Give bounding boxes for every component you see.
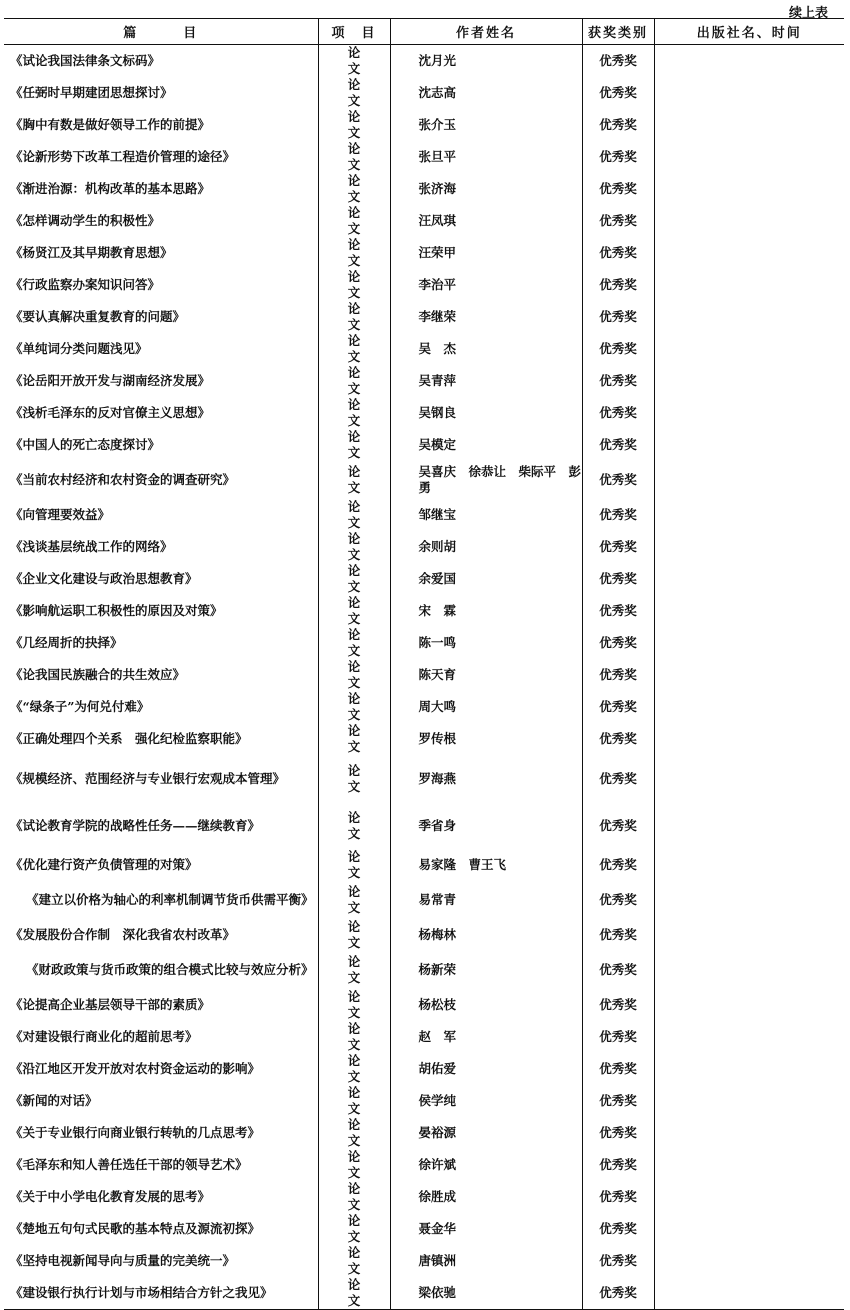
cell-author: 余则胡 — [390, 531, 582, 563]
cell-award: 优秀奖 — [582, 499, 654, 531]
cell-type: 论 文 — [318, 499, 390, 531]
table-row — [4, 1021, 844, 1053]
cell-author: 李继荣 — [390, 301, 582, 333]
cell-author: 吴模定 — [390, 429, 582, 461]
cell-award: 优秀奖 — [582, 627, 654, 659]
table-row — [4, 301, 844, 333]
table-row — [4, 499, 844, 531]
cell-type: 论 文 — [318, 461, 390, 499]
cell-title: 《优化建行资产负债管理的对策》 — [10, 857, 198, 872]
cell-award: 优秀奖 — [582, 1213, 654, 1245]
cell-award: 优秀奖 — [582, 691, 654, 723]
cell-type: 论 文 — [318, 1181, 390, 1213]
cell-title: 《毛泽东和知人善任选任干部的领导艺术》 — [10, 1157, 248, 1172]
table-row — [4, 1181, 844, 1213]
cell-pub — [654, 723, 844, 755]
table-row — [4, 141, 844, 173]
cell-author: 杨梅林 — [390, 919, 582, 951]
cell-author: 徐许斌 — [390, 1149, 582, 1181]
cell-title: 《楚地五句句式民歌的基本特点及源流初探》 — [10, 1221, 261, 1236]
cell-type: 论 文 — [318, 429, 390, 461]
cell-author: 罗传根 — [390, 723, 582, 755]
cell-award: 优秀奖 — [582, 1053, 654, 1085]
awards-table — [4, 18, 844, 1310]
cell-title: 《当前农村经济和农村资金的调查研究》 — [10, 472, 236, 487]
table-row — [4, 429, 844, 461]
cell-type: 论 文 — [318, 1021, 390, 1053]
cell-title: 《关于中小学电化教育发展的思考》 — [10, 1189, 211, 1204]
table-row — [4, 45, 844, 78]
cell-author: 梁依驰 — [390, 1277, 582, 1310]
cell-title: 《要认真解决重复教育的问题》 — [10, 309, 186, 324]
header-type: 项 目 — [318, 19, 390, 45]
cell-type: 论 文 — [318, 1213, 390, 1245]
cell-title: 《财政政策与货币政策的组合模式比较与效应分析》 — [26, 962, 314, 977]
cell-award: 优秀奖 — [582, 1117, 654, 1149]
table-row — [4, 919, 844, 951]
table-row — [4, 397, 844, 429]
cell-type: 论 文 — [318, 755, 390, 802]
header-title: 篇 目 — [4, 19, 318, 45]
cell-type: 论 文 — [318, 1149, 390, 1181]
table-row — [4, 77, 844, 109]
table-body — [4, 45, 844, 1310]
cell-type: 论 文 — [318, 919, 390, 951]
cell-award: 优秀奖 — [582, 1149, 654, 1181]
cell-pub — [654, 1149, 844, 1181]
cell-pub — [654, 755, 844, 802]
cell-title: 《“绿条子”为何兑付难》 — [10, 699, 150, 714]
cell-pub — [654, 461, 844, 499]
table-row — [4, 627, 844, 659]
cell-author: 邹继宝 — [390, 499, 582, 531]
cell-pub — [654, 365, 844, 397]
cell-author: 陈天育 — [390, 659, 582, 691]
cell-author: 杨松枝 — [390, 989, 582, 1021]
cell-award: 优秀奖 — [582, 301, 654, 333]
cell-type: 论 文 — [318, 205, 390, 237]
cell-title: 《单纯词分类问题浅见》 — [10, 341, 148, 356]
cell-pub — [654, 951, 844, 989]
cell-author: 周大鸣 — [390, 691, 582, 723]
cell-title: 《试论教育学院的战略性任务——继续教育》 — [10, 817, 261, 833]
cell-award: 优秀奖 — [582, 531, 654, 563]
table-row — [4, 951, 844, 989]
cell-title: 《浅析毛泽东的反对官僚主义思想》 — [10, 405, 211, 420]
cell-author: 罗海燕 — [390, 755, 582, 802]
cell-type: 论 文 — [318, 691, 390, 723]
cell-author: 沈志高 — [390, 77, 582, 109]
cell-type: 论 文 — [318, 881, 390, 919]
table-row — [4, 802, 844, 849]
cell-author: 胡佑爱 — [390, 1053, 582, 1085]
cell-type: 论 文 — [318, 531, 390, 563]
table-row — [4, 109, 844, 141]
cell-award: 优秀奖 — [582, 237, 654, 269]
table-row — [4, 205, 844, 237]
cell-award: 优秀奖 — [582, 1085, 654, 1117]
cell-type: 论 文 — [318, 301, 390, 333]
cell-pub — [654, 1117, 844, 1149]
cell-award: 优秀奖 — [582, 1245, 654, 1277]
cell-title: 《论提高企业基层领导干部的素质》 — [10, 997, 211, 1012]
cell-title: 《中国人的死亡态度探讨》 — [10, 437, 161, 452]
cell-pub — [654, 237, 844, 269]
table-header-row — [4, 19, 844, 45]
cell-author: 易常青 — [390, 881, 582, 919]
cell-award: 优秀奖 — [582, 563, 654, 595]
cell-award: 优秀奖 — [582, 919, 654, 951]
table-row — [4, 1117, 844, 1149]
cell-pub — [654, 1245, 844, 1277]
cell-award: 优秀奖 — [582, 659, 654, 691]
cell-award: 优秀奖 — [582, 429, 654, 461]
cell-pub — [654, 531, 844, 563]
cell-award: 优秀奖 — [582, 365, 654, 397]
cell-author: 赵 军 — [390, 1021, 582, 1053]
cell-pub — [654, 627, 844, 659]
cell-author: 侯学纯 — [390, 1085, 582, 1117]
cell-type: 论 文 — [318, 237, 390, 269]
cell-type: 论 文 — [318, 1245, 390, 1277]
continued-label: 续上表 — [788, 6, 828, 21]
cell-award: 优秀奖 — [582, 755, 654, 802]
cell-type: 论 文 — [318, 951, 390, 989]
cell-author: 张济海 — [390, 173, 582, 205]
cell-title: 《论岳阳开放开发与湖南经济发展》 — [10, 373, 211, 388]
cell-author: 吴青萍 — [390, 365, 582, 397]
cell-title: 《企业文化建设与政治思想教育》 — [10, 571, 198, 586]
cell-award: 优秀奖 — [582, 1277, 654, 1310]
cell-award: 优秀奖 — [582, 989, 654, 1021]
cell-type: 论 文 — [318, 269, 390, 301]
cell-title: 《任弼时早期建团思想探讨》 — [10, 85, 173, 100]
cell-type: 论 文 — [318, 849, 390, 881]
cell-pub — [654, 333, 844, 365]
cell-award: 优秀奖 — [582, 109, 654, 141]
table-row — [4, 365, 844, 397]
cell-author: 吴喜庆 徐恭让 柴际平 彭 勇 — [390, 461, 582, 499]
cell-title: 《规模经济、范围经济与专业银行宏观成本管理》 — [10, 770, 286, 786]
cell-award: 优秀奖 — [582, 1181, 654, 1213]
cell-type: 论 文 — [318, 397, 390, 429]
cell-title: 《论新形势下改革工程造价管理的途径》 — [10, 149, 236, 164]
cell-pub — [654, 77, 844, 109]
cell-type: 论 文 — [318, 659, 390, 691]
cell-type: 论 文 — [318, 989, 390, 1021]
cell-award: 优秀奖 — [582, 849, 654, 881]
cell-pub — [654, 595, 844, 627]
cell-type: 论 文 — [318, 1117, 390, 1149]
cell-author: 宋 霖 — [390, 595, 582, 627]
cell-type: 论 文 — [318, 627, 390, 659]
cell-type: 论 文 — [318, 333, 390, 365]
cell-title: 《新闻的对话》 — [10, 1093, 98, 1108]
cell-title: 《论我国民族融合的共生效应》 — [10, 667, 186, 682]
cell-title: 《正确处理四个关系 强化纪检监察职能》 — [10, 731, 248, 746]
cell-pub — [654, 1213, 844, 1245]
cell-pub — [654, 691, 844, 723]
cell-type: 论 文 — [318, 802, 390, 849]
cell-award: 优秀奖 — [582, 802, 654, 849]
cell-author: 易家隆 曹王飞 — [390, 849, 582, 881]
cell-title: 《渐进治源：机构改革的基本思路》 — [10, 181, 211, 196]
cell-pub — [654, 397, 844, 429]
cell-pub — [654, 301, 844, 333]
cell-award: 优秀奖 — [582, 173, 654, 205]
cell-award: 优秀奖 — [582, 595, 654, 627]
cell-pub — [654, 1181, 844, 1213]
table-row — [4, 659, 844, 691]
cell-title: 《行政监察办案知识问答》 — [10, 277, 161, 292]
cell-title: 《沿江地区开发开放对农村资金运动的影响》 — [10, 1061, 261, 1076]
cell-pub — [654, 45, 844, 78]
cell-type: 论 文 — [318, 1085, 390, 1117]
cell-type: 论 文 — [318, 173, 390, 205]
cell-author: 汪凤琪 — [390, 205, 582, 237]
cell-award: 优秀奖 — [582, 269, 654, 301]
cell-title: 《怎样调动学生的积极性》 — [10, 213, 161, 228]
cell-title: 《建设银行执行计划与市场相结合方针之我见》 — [4, 1277, 318, 1310]
cell-author: 李治平 — [390, 269, 582, 301]
cell-type: 论 文 — [318, 1277, 390, 1310]
cell-title: 《胸中有数是做好领导工作的前提》 — [10, 117, 211, 132]
cell-title: 《浅谈基层统战工作的网络》 — [10, 539, 173, 554]
cell-author: 聂金华 — [390, 1213, 582, 1245]
table-row — [4, 881, 844, 919]
header-award: 获奖类别 — [582, 19, 654, 45]
table-row — [4, 531, 844, 563]
table-row — [4, 755, 844, 802]
cell-type: 论 文 — [318, 109, 390, 141]
cell-title: 《向管理要效益》 — [10, 507, 111, 522]
cell-pub — [654, 919, 844, 951]
cell-pub — [654, 205, 844, 237]
cell-award: 优秀奖 — [582, 1021, 654, 1053]
cell-pub — [654, 109, 844, 141]
cell-author: 沈月光 — [390, 45, 582, 78]
cell-award: 优秀奖 — [582, 45, 654, 78]
cell-type: 论 文 — [318, 77, 390, 109]
cell-pub — [654, 1021, 844, 1053]
table-row — [4, 269, 844, 301]
cell-pub — [654, 1277, 844, 1310]
table-row — [4, 989, 844, 1021]
cell-pub — [654, 499, 844, 531]
cell-title: 《几经周折的抉择》 — [10, 635, 123, 650]
cell-award: 优秀奖 — [582, 77, 654, 109]
cell-award: 优秀奖 — [582, 723, 654, 755]
cell-pub — [654, 141, 844, 173]
cell-author: 晏裕源 — [390, 1117, 582, 1149]
cell-title: 《影响航运职工积极性的原因及对策》 — [10, 603, 223, 618]
cell-title: 《杨贤江及其早期教育思想》 — [10, 245, 173, 260]
table-row — [4, 237, 844, 269]
table-row — [4, 1277, 844, 1310]
cell-author: 季省身 — [390, 802, 582, 849]
cell-pub — [654, 269, 844, 301]
table-row — [4, 333, 844, 365]
table-row — [4, 1149, 844, 1181]
cell-award: 优秀奖 — [582, 141, 654, 173]
header-author: 作者姓名 — [390, 19, 582, 45]
cell-award: 优秀奖 — [582, 397, 654, 429]
cell-type: 论 文 — [318, 45, 390, 78]
cell-award: 优秀奖 — [582, 205, 654, 237]
table-row — [4, 595, 844, 627]
cell-pub — [654, 849, 844, 881]
table-row — [4, 1053, 844, 1085]
cell-author: 杨新荣 — [390, 951, 582, 989]
table-row — [4, 563, 844, 595]
cell-author: 张介玉 — [390, 109, 582, 141]
cell-title: 《关于专业银行向商业银行转轨的几点思考》 — [10, 1125, 261, 1140]
table-row — [4, 849, 844, 881]
cell-title: 《建立以价格为轴心的利率机制调节货币供需平衡》 — [26, 892, 314, 907]
cell-pub — [654, 1085, 844, 1117]
cell-type: 论 文 — [318, 141, 390, 173]
cell-author: 余爱国 — [390, 563, 582, 595]
cell-award: 优秀奖 — [582, 951, 654, 989]
cell-author: 徐胜成 — [390, 1181, 582, 1213]
cell-author: 张旦平 — [390, 141, 582, 173]
cell-pub — [654, 989, 844, 1021]
table-row — [4, 1245, 844, 1277]
cell-author: 汪荣甲 — [390, 237, 582, 269]
cell-award: 优秀奖 — [582, 881, 654, 919]
cell-pub — [654, 173, 844, 205]
cell-type: 论 文 — [318, 723, 390, 755]
cell-award: 优秀奖 — [582, 333, 654, 365]
cell-pub — [654, 1053, 844, 1085]
cell-title: 《试论我国法律条文标码》 — [10, 53, 161, 68]
table-row — [4, 1213, 844, 1245]
cell-author: 唐镇洲 — [390, 1245, 582, 1277]
cell-author: 吴 杰 — [390, 333, 582, 365]
cell-type: 论 文 — [318, 1053, 390, 1085]
cell-pub — [654, 429, 844, 461]
cell-type: 论 文 — [318, 365, 390, 397]
cell-type: 论 文 — [318, 563, 390, 595]
cell-pub — [654, 563, 844, 595]
table-row — [4, 723, 844, 755]
table-row — [4, 691, 844, 723]
cell-pub — [654, 881, 844, 919]
cell-type: 论 文 — [318, 595, 390, 627]
cell-author: 吴钢良 — [390, 397, 582, 429]
cell-title: 《发展股份合作制 深化我省农村改革》 — [10, 927, 236, 942]
header-publisher: 出版社名、时间 — [654, 19, 844, 45]
cell-pub — [654, 802, 844, 849]
table-row — [4, 461, 844, 499]
table-row — [4, 173, 844, 205]
cell-title: 《对建设银行商业化的超前思考》 — [10, 1029, 198, 1044]
table-row — [4, 1085, 844, 1117]
cell-author: 陈一鸣 — [390, 627, 582, 659]
cell-title: 《坚持电视新闻导向与质量的完美统一》 — [10, 1253, 236, 1268]
cell-award: 优秀奖 — [582, 461, 654, 499]
cell-pub — [654, 659, 844, 691]
